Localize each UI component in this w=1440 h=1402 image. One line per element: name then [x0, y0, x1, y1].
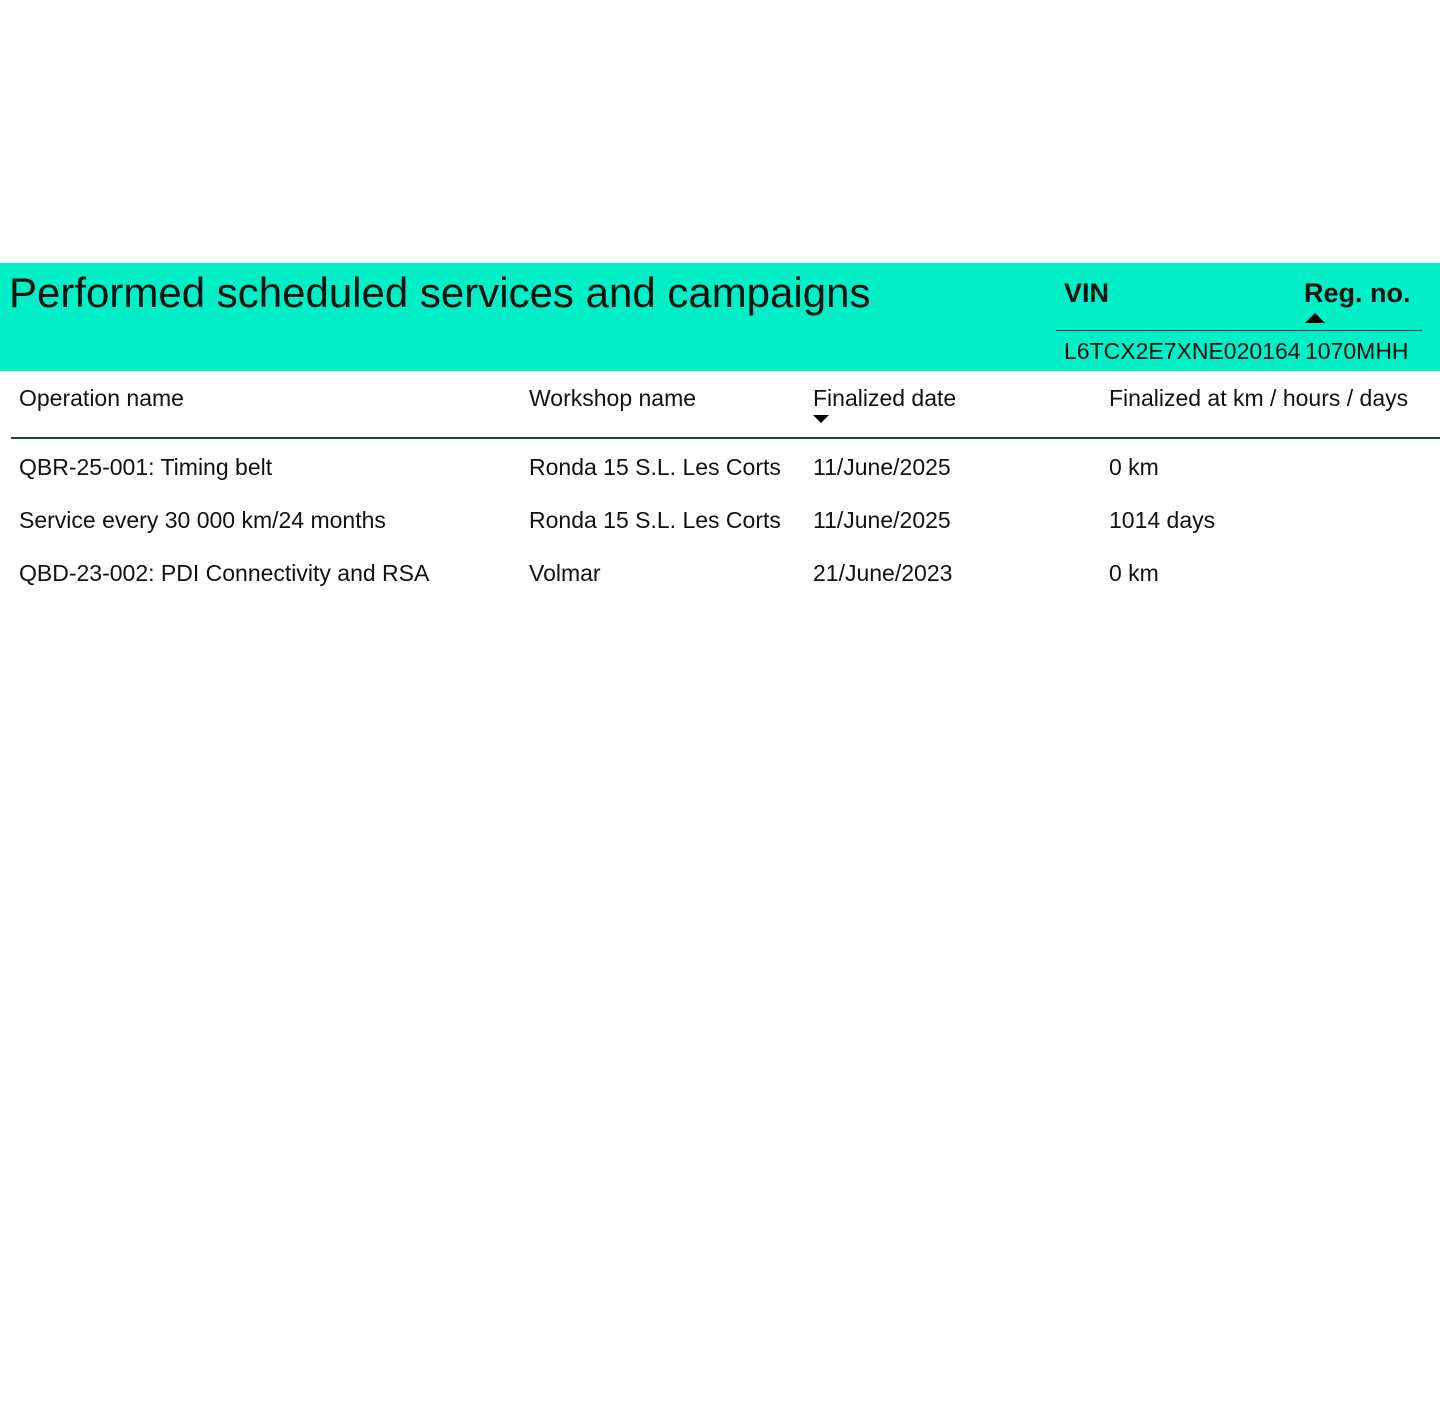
header-divider — [11, 437, 1440, 439]
column-header-operation-name[interactable]: Operation name — [19, 385, 184, 411]
reg-no-column-header[interactable]: Reg. no. — [1304, 278, 1411, 308]
finalized-at-cell: 0 km — [1109, 454, 1159, 480]
column-header-finalized-date[interactable]: Finalized date — [813, 385, 957, 411]
column-header-workshop-name[interactable]: Workshop name — [529, 385, 697, 411]
page-title: Performed scheduled services and campaigns — [9, 269, 871, 316]
finalized-date-cell: 11/June/2025 — [813, 507, 951, 533]
workshop-name-cell: Ronda 15 S.L. Les Corts — [529, 507, 781, 533]
workshop-name-cell: Volmar — [529, 560, 601, 586]
reg-no-value: 1070MHH — [1305, 338, 1409, 364]
operation-name-cell: QBR-25-001: Timing belt — [19, 454, 273, 480]
finalized-at-cell: 0 km — [1109, 560, 1159, 586]
table-row[interactable] — [0, 453, 1440, 493]
finalized-at-cell: 1014 days — [1109, 507, 1216, 533]
sort-ascending-icon[interactable] — [1305, 313, 1325, 323]
finalized-date-cell: 11/June/2025 — [813, 454, 951, 480]
table-row[interactable] — [0, 506, 1440, 546]
vin-value: L6TCX2E7XNE020164 — [1064, 338, 1301, 364]
vin-divider — [1056, 330, 1422, 331]
sort-descending-icon[interactable] — [813, 415, 829, 423]
finalized-date-cell: 21/June/2023 — [813, 560, 953, 586]
workshop-name-cell: Ronda 15 S.L. Les Corts — [529, 454, 781, 480]
vin-column-header[interactable]: VIN — [1064, 278, 1110, 308]
column-header-finalized-at[interactable]: Finalized at km / hours / days — [1109, 385, 1409, 411]
operation-name-cell: QBD-23-002: PDI Connectivity and RSA — [19, 560, 430, 586]
table-row[interactable] — [0, 559, 1440, 599]
operation-name-cell: Service every 30 000 km/24 months — [19, 507, 386, 533]
